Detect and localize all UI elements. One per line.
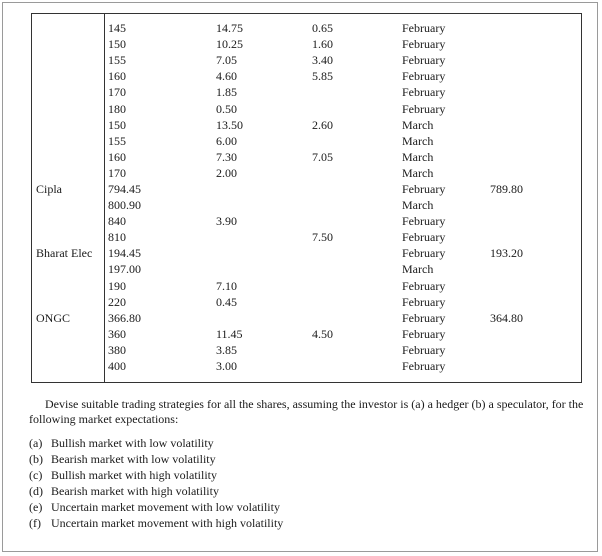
cell-company: [32, 133, 104, 149]
options-table: [31, 13, 582, 383]
cell-iv: 2.60: [312, 117, 333, 132]
cell-strike: 155: [108, 53, 126, 68]
cell-company: [32, 117, 104, 133]
cell-company: [32, 149, 104, 165]
cell-month: February: [402, 326, 446, 341]
cell-spot: [490, 213, 570, 229]
cell-iv: 7.05: [312, 149, 333, 164]
cell-price: 7.30: [216, 149, 237, 164]
cell-month: February: [402, 342, 446, 357]
cell-spot: [490, 100, 570, 116]
expectation-item: [29, 499, 585, 515]
table-row: [32, 245, 570, 261]
table-row: [32, 117, 570, 133]
expectation-item: [29, 467, 585, 483]
cell-price: 13.50: [216, 117, 243, 132]
cell-iv: [312, 181, 402, 197]
expectation-text: Bullish market with high volatility: [51, 468, 217, 482]
cell-month: February: [402, 69, 446, 84]
expectation-label: (d): [29, 484, 43, 498]
cell-price: 0.50: [216, 101, 237, 116]
cell-strike: 794.45: [108, 181, 141, 196]
cell-company: [32, 326, 104, 342]
cell-company: [32, 278, 104, 294]
cell-month: February: [402, 294, 446, 309]
cell-company: [32, 229, 104, 245]
cell-price: [216, 245, 312, 261]
cell-strike: 170: [108, 165, 126, 180]
table-row: [32, 278, 570, 294]
expectation-text: Bearish market with high volatility: [51, 484, 219, 498]
cell-iv: 3.40: [312, 53, 333, 68]
table-row: [32, 229, 570, 245]
cell-strike: 160: [108, 69, 126, 84]
cell-strike: 360: [108, 326, 126, 341]
cell-spot: [490, 358, 570, 374]
expectation-item: [29, 515, 585, 531]
cell-price: 1.85: [216, 85, 237, 100]
cell-iv: [312, 197, 402, 213]
cell-price: [216, 261, 312, 277]
cell-company: Bharat Elec: [36, 246, 93, 261]
cell-spot: [490, 261, 570, 277]
cell-month: March: [402, 165, 434, 180]
cell-strike: 145: [108, 21, 126, 36]
cell-price: [216, 229, 312, 245]
cell-company: [32, 261, 104, 277]
expectation-list: [29, 435, 585, 531]
table-row: [32, 261, 570, 277]
cell-spot: 789.80: [490, 181, 523, 196]
cell-company: [32, 100, 104, 116]
cell-month: February: [402, 21, 446, 36]
cell-strike: 840: [108, 214, 126, 229]
table-body: [32, 20, 570, 374]
cell-spot: [490, 36, 570, 52]
expectation-text: Bearish market with low volatility: [51, 452, 216, 466]
table-row: [32, 181, 570, 197]
expectation-label: (c): [29, 468, 43, 482]
expectation-item: [29, 435, 585, 451]
cell-price: [216, 181, 312, 197]
cell-spot: [490, 133, 570, 149]
cell-spot: [490, 197, 570, 213]
cell-price: 10.25: [216, 37, 243, 52]
cell-iv: [312, 213, 402, 229]
cell-strike: 197.00: [108, 262, 141, 277]
cell-price: 7.10: [216, 278, 237, 293]
cell-price: 3.00: [216, 359, 237, 374]
cell-month: February: [402, 278, 446, 293]
cell-company: [32, 84, 104, 100]
cell-spot: [490, 52, 570, 68]
cell-company: [32, 294, 104, 310]
expectation-item: [29, 451, 585, 467]
table-row: [32, 52, 570, 68]
cell-strike: 150: [108, 117, 126, 132]
table-row: [32, 100, 570, 116]
cell-iv: [312, 294, 402, 310]
question-text: Devise suitable trading strategies for all the shares, assuming the investor is (a) a hedger (b) a speculator, for the following market expectations:: [29, 397, 584, 426]
cell-iv: [312, 278, 402, 294]
cell-iv: 1.60: [312, 37, 333, 52]
cell-spot: [490, 294, 570, 310]
cell-strike: 155: [108, 133, 126, 148]
cell-price: 4.60: [216, 69, 237, 84]
cell-iv: 4.50: [312, 326, 333, 341]
cell-iv: [312, 133, 402, 149]
expectation-label: (f): [29, 516, 41, 530]
cell-price: 11.45: [216, 326, 243, 341]
table-row: [32, 20, 570, 36]
cell-spot: [490, 229, 570, 245]
expectation-item: [29, 483, 585, 499]
cell-strike: 400: [108, 359, 126, 374]
table-row: [32, 68, 570, 84]
cell-strike: 800.90: [108, 198, 141, 213]
cell-month: March: [402, 198, 434, 213]
expectation-label: (a): [29, 436, 43, 450]
expectation-text: Uncertain market movement with low volatility: [51, 500, 280, 514]
cell-month: February: [402, 246, 446, 261]
cell-strike: 150: [108, 37, 126, 52]
cell-spot: [490, 326, 570, 342]
cell-strike: 170: [108, 85, 126, 100]
cell-month: February: [402, 310, 446, 325]
cell-company: [32, 213, 104, 229]
cell-iv: [312, 84, 402, 100]
cell-company: [32, 197, 104, 213]
cell-strike: 380: [108, 342, 126, 357]
cell-spot: [490, 149, 570, 165]
cell-iv: [312, 100, 402, 116]
expectation-text: Uncertain market movement with high volatility: [51, 516, 284, 530]
cell-iv: [312, 165, 402, 181]
cell-company: [32, 358, 104, 374]
cell-price: 7.05: [216, 53, 237, 68]
cell-price: [216, 310, 312, 326]
expectation-label: (b): [29, 452, 43, 466]
cell-iv: [312, 310, 402, 326]
cell-month: March: [402, 262, 434, 277]
cell-iv: [312, 261, 402, 277]
cell-price: 3.85: [216, 342, 237, 357]
cell-spot: 364.80: [490, 310, 523, 325]
question-block: [29, 397, 585, 531]
cell-month: February: [402, 214, 446, 229]
cell-company: Cipla: [36, 181, 62, 196]
cell-strike: 810: [108, 230, 126, 245]
table-row: [32, 213, 570, 229]
cell-price: 0.45: [216, 294, 237, 309]
cell-company: [32, 68, 104, 84]
cell-strike: 190: [108, 278, 126, 293]
cell-company: [32, 36, 104, 52]
table-row: [32, 358, 570, 374]
cell-month: February: [402, 37, 446, 52]
cell-spot: [490, 165, 570, 181]
cell-month: February: [402, 53, 446, 68]
cell-strike: 160: [108, 149, 126, 164]
table-row: [32, 149, 570, 165]
table-row: [32, 36, 570, 52]
options-data-table: [32, 20, 570, 374]
cell-month: February: [402, 85, 446, 100]
cell-iv: 7.50: [312, 230, 333, 245]
cell-strike: 366.80: [108, 310, 141, 325]
cell-month: February: [402, 230, 446, 245]
cell-month: March: [402, 149, 434, 164]
cell-iv: [312, 245, 402, 261]
table-row: [32, 165, 570, 181]
table-row: [32, 133, 570, 149]
table-row: [32, 342, 570, 358]
table-row: [32, 294, 570, 310]
cell-month: February: [402, 181, 446, 196]
cell-strike: 194.45: [108, 246, 141, 261]
cell-spot: [490, 84, 570, 100]
cell-price: 14.75: [216, 21, 243, 36]
cell-spot: [490, 342, 570, 358]
cell-month: February: [402, 101, 446, 116]
page-frame: [2, 2, 598, 552]
cell-price: [216, 197, 312, 213]
cell-iv: 5.85: [312, 69, 333, 84]
cell-strike: 180: [108, 101, 126, 116]
cell-iv: [312, 358, 402, 374]
cell-iv: 0.65: [312, 21, 333, 36]
cell-price: 3.90: [216, 214, 237, 229]
cell-month: February: [402, 359, 446, 374]
expectation-label: (e): [29, 500, 43, 514]
cell-company: [32, 20, 104, 36]
cell-strike: 220: [108, 294, 126, 309]
table-row: [32, 197, 570, 213]
cell-spot: 193.20: [490, 246, 523, 261]
table-row: [32, 310, 570, 326]
cell-company: [32, 52, 104, 68]
cell-price: 2.00: [216, 165, 237, 180]
cell-spot: [490, 68, 570, 84]
cell-price: 6.00: [216, 133, 237, 148]
cell-company: ONGC: [36, 310, 71, 325]
cell-month: March: [402, 133, 434, 148]
cell-spot: [490, 117, 570, 133]
table-row: [32, 326, 570, 342]
table-row: [32, 84, 570, 100]
cell-spot: [490, 278, 570, 294]
cell-month: March: [402, 117, 434, 132]
expectation-text: Bullish market with low volatility: [51, 436, 214, 450]
cell-company: [32, 342, 104, 358]
cell-company: [32, 165, 104, 181]
cell-iv: [312, 342, 402, 358]
cell-spot: [490, 20, 570, 36]
